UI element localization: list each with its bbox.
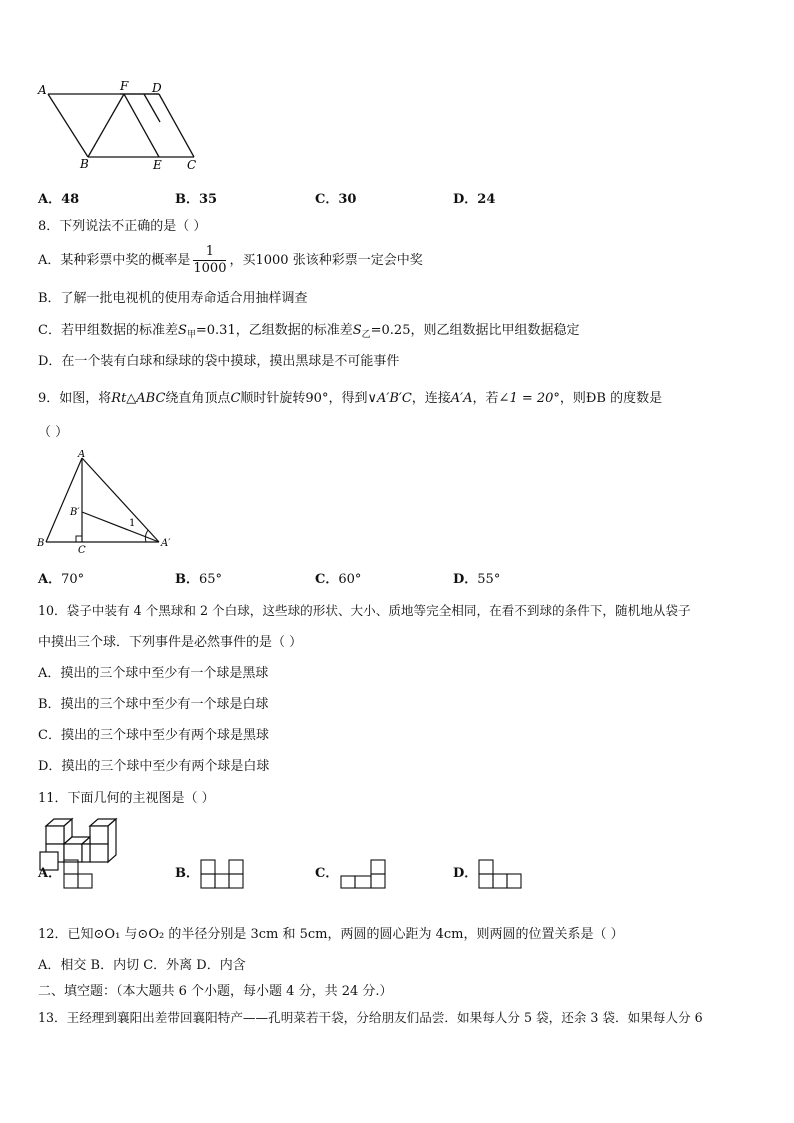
q9-option-b: B．65° [175,572,223,587]
q9-stem-angle: ∠1 = 20° [498,391,560,406]
q9-label-a: A [78,450,86,460]
section-2-title: 二、填空题：（本大题共 6 个小题，每小题 4 分，共 24 分.） [38,984,393,999]
q8-option-b: B．了解一批电视机的使用寿命适合用抽样调查 [38,291,308,306]
q9-stem [38,390,662,408]
q7-label-b: B [80,157,89,171]
q10-option-c: C．摸出的三个球中至少有两个球是黑球 [38,728,269,743]
q9-stem-deg: 90° [305,391,329,406]
q11-option-c-figure [339,858,389,890]
q9-stem-part6: ，若 [472,391,499,406]
q9-stem-c: C [230,391,241,406]
q7-option-a: A．48 [38,192,80,207]
q7-option-b: B．35 [175,192,218,207]
q8-sub-yi: 乙 [361,330,371,340]
q9-stem-part7: ，则ÐB 的度数是 [559,391,663,406]
q8-fraction-numerator: 1 [193,244,226,261]
q8-option-c [38,322,579,344]
q11-options [38,862,598,902]
q12-stem: 12．已知⊙O₁ 与⊙O₂ 的半径分别是 3cm 和 5cm，两圆的圆心距为 4cm，则两圆的位置关系是（ ） [38,927,624,942]
q7-label-c: C [187,158,197,172]
q8-option-a-pre: A．某种彩票中奖的概率是 [38,253,191,268]
q11-option-d: D． [453,866,478,881]
q7-option-d: D．24 [453,192,496,207]
q10-option-d: D．摸出的三个球中至少有两个球是白球 [38,759,270,774]
q8-option-d: D．在一个装有白球和绿球的袋中摸球，摸出黑球是不可能事件 [38,354,400,369]
q10-option-b: B．摸出的三个球中至少有一个球是白球 [38,697,269,712]
q11-option-a-figure [62,858,96,890]
q13-stem: 13．王经理到襄阳出差带回襄阳特产——孔明菜若干袋，分给朋友们品尝．如果每人分 5 袋，还余 3 袋．如果每人分 6 [38,1010,703,1025]
q9-stem-part5: ，连接 [411,391,451,406]
q11-option-a: A． [38,866,62,881]
q7-option-c: C．30 [315,192,357,207]
q11-option-c: C． [315,866,339,881]
q7-parallelogram-figure [34,80,204,172]
q8-option-a-fraction [193,244,226,277]
q10-stem-line1: 10．袋子中装有 4 个黑球和 2 个白球，这些球的形状、大小、质地等完全相同，在看不到球的条件下，随机地从袋子 [38,603,691,618]
q9-label-b: B [37,538,45,549]
q7-label-a: A [38,83,47,97]
q11-option-d-figure [477,858,527,890]
q9-stem-part3: 顺时针旋转 [240,391,306,406]
q9-stem-part1: 9．如图，将 [38,391,112,406]
q8-sym-s2: S [352,323,362,338]
q8-option-c-post: =0.25，则乙组数据比甲组数据稳定 [370,323,580,338]
q8-option-c-mid: =0.31，乙组数据的标准差 [195,323,353,338]
q10-stem-line2: 中摸出三个球．下列事件是必然事件的是（ ） [38,635,303,650]
q9-label-bprime: B′ [70,507,80,518]
q9-option-a: A．70° [38,572,85,587]
q9-label-c: C [78,545,86,556]
q9-stem-part2: 绕直角顶点 [165,391,231,406]
q9-stem-paren: （ ） [38,425,69,440]
q8-option-c-pre: C．若甲组数据的标准差 [38,323,178,338]
q8-stem: 8．下列说法不正确的是（ ） [38,219,207,234]
q9-label-angle-1: 1 [129,518,136,529]
q7-label-e: E [153,158,162,172]
q7-label-d: D [152,81,162,95]
q8-option-a-post: ，买1000 张该种彩票一定会中奖 [229,253,423,268]
q7-label-f: F [120,80,129,93]
q8-sub-jia: 甲 [186,330,196,340]
q8-fraction-denominator: 1000 [193,261,227,276]
q9-stem-rt-triangle: Rt△ABC [111,391,166,406]
q11-option-b-figure [199,858,249,890]
q9-stem-aa: A′A [450,391,473,406]
q8-option-a [38,244,423,277]
q9-triangle-figure [34,450,179,556]
q12-options: A．相交 B．内切 C．外离 D．内含 [38,958,246,973]
q9-option-c: C．60° [315,572,362,587]
q9-label-aprime: A′ [161,538,171,549]
q8-sym-s1: S [177,323,187,338]
q9-stem-triangle2: ∨A′B′C [367,391,412,406]
q9-stem-part4: ，得到 [328,391,368,406]
q9-option-d: D．55° [453,572,501,587]
q11-stem: 11．下面几何的主视图是（ ） [38,791,215,806]
q10-option-a: A．摸出的三个球中至少有一个球是黑球 [38,666,269,681]
q11-option-b: B． [175,866,199,881]
